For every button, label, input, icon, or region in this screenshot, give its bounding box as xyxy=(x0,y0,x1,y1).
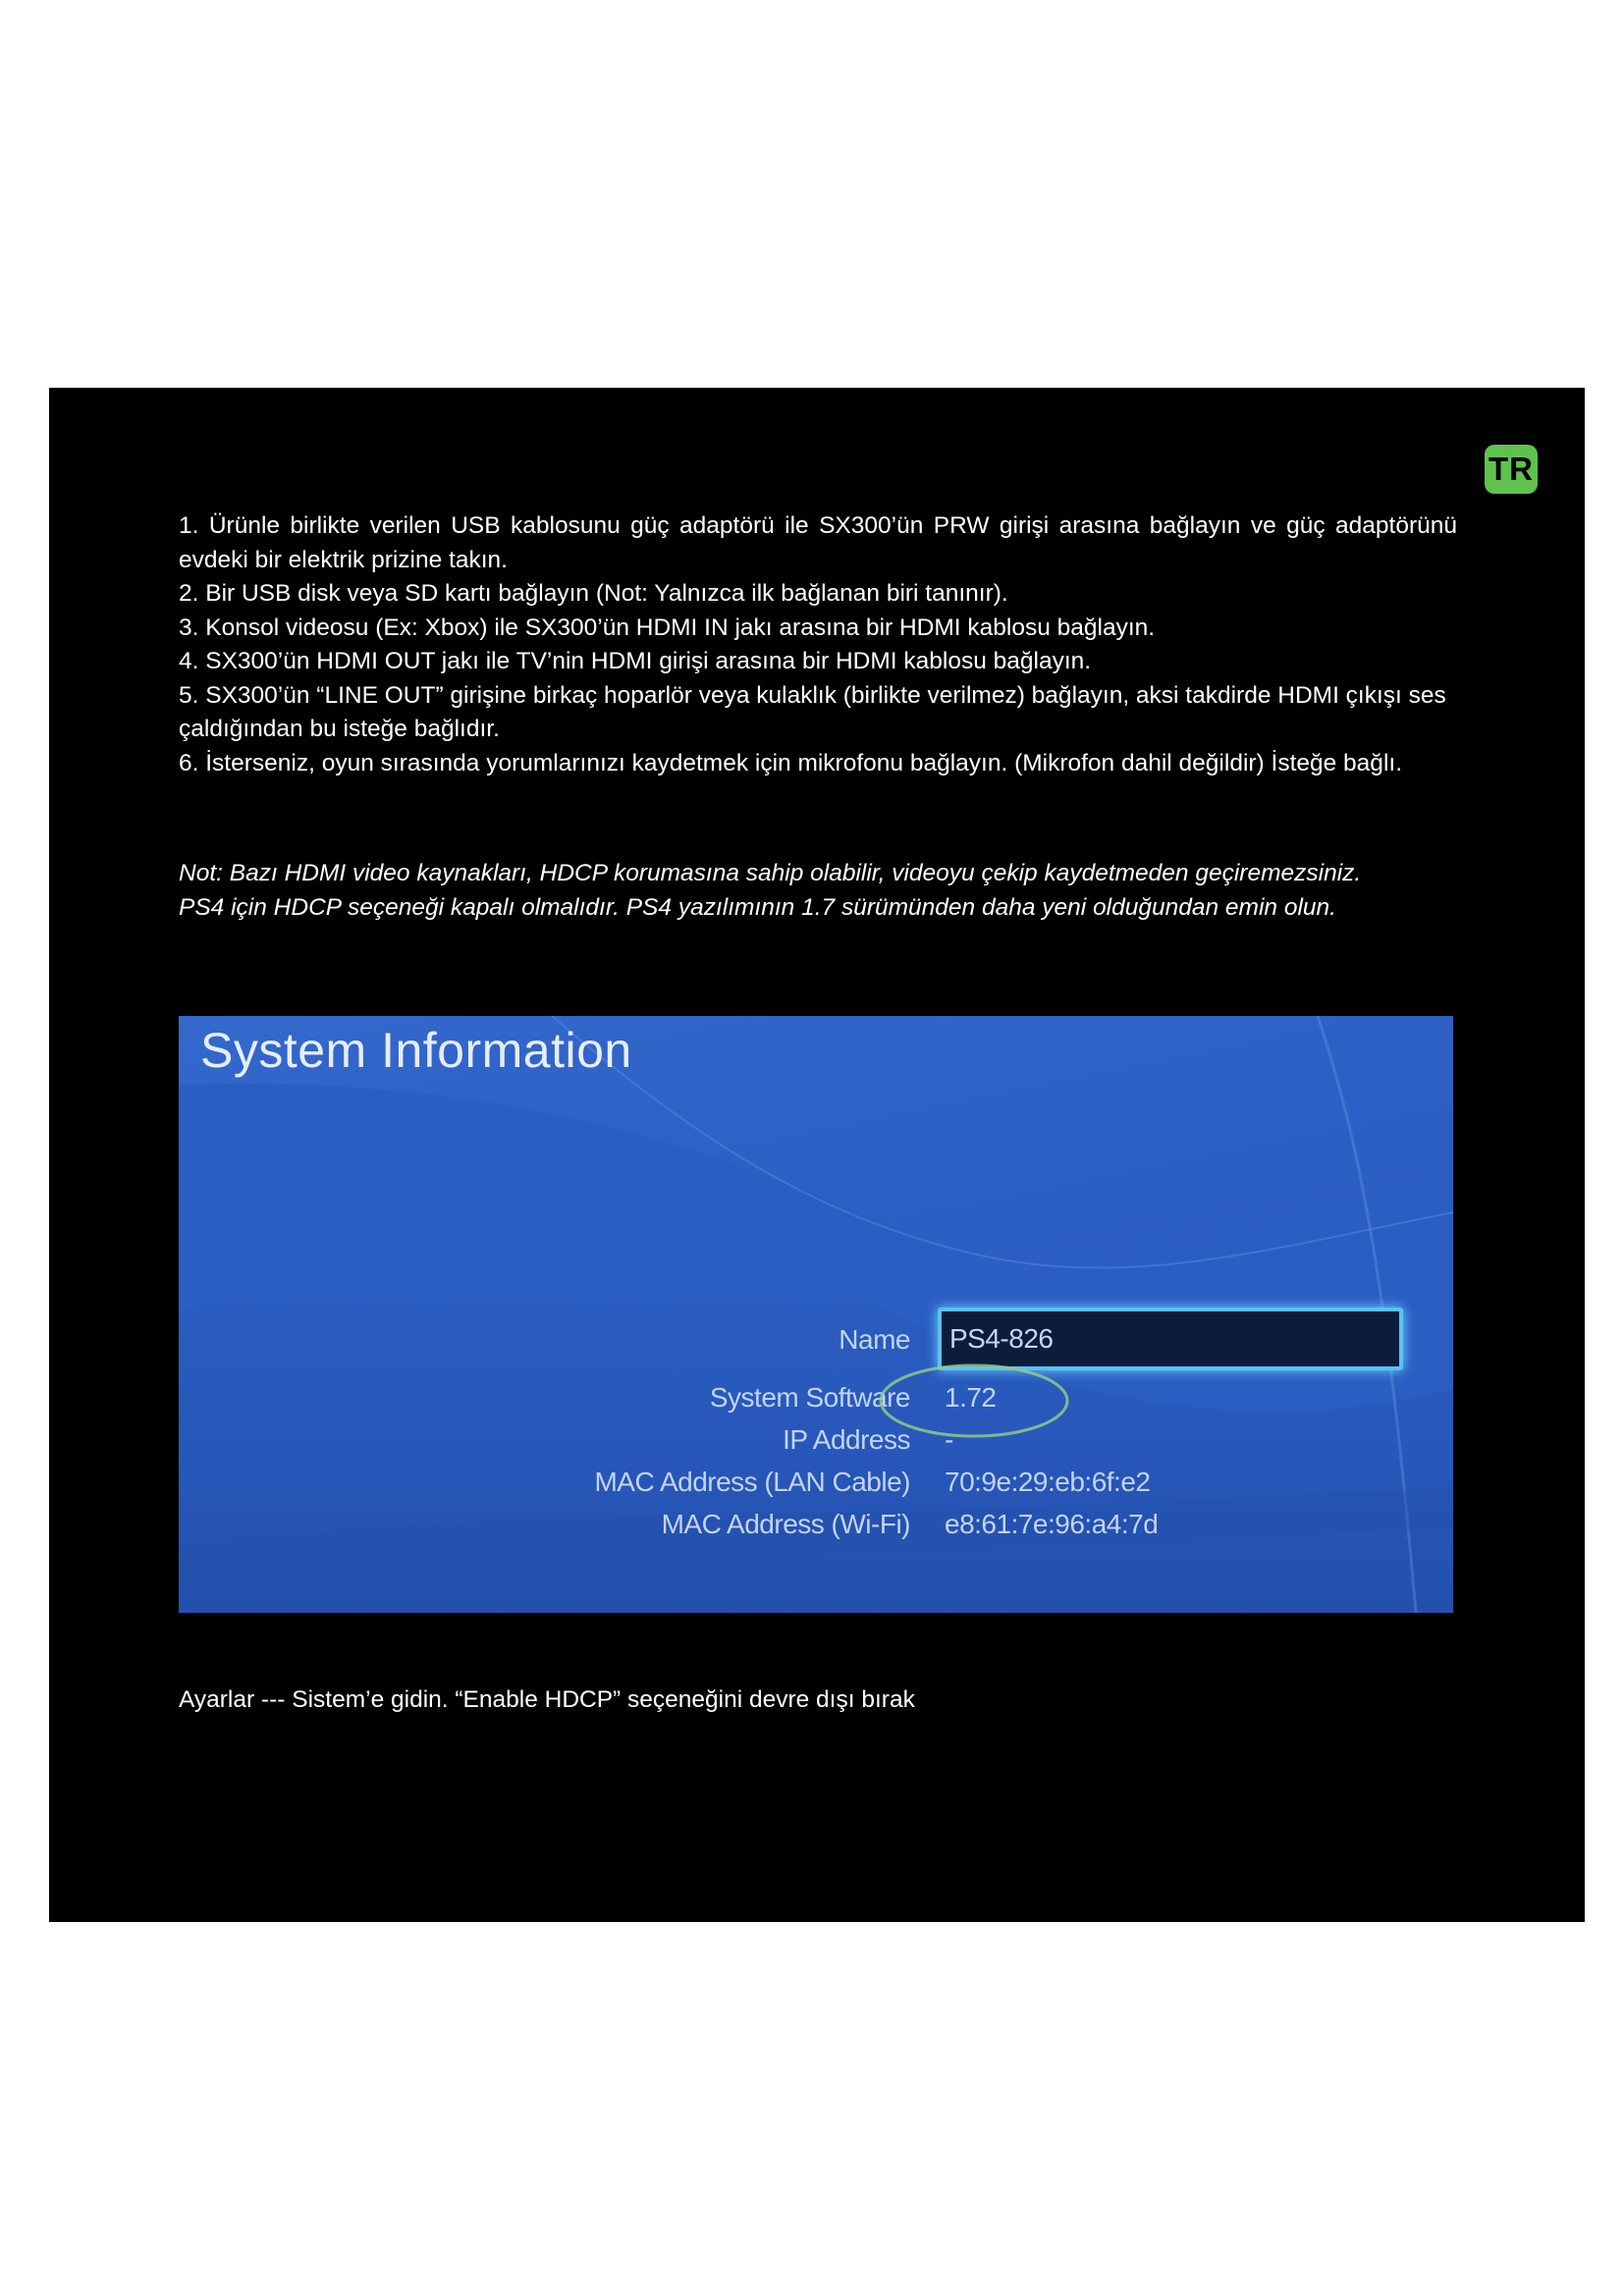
hdcp-instruction: Ayarlar --- Sistem’e gidin. “Enable HDCP” seçeneğini devre dışı bırak xyxy=(179,1686,915,1713)
system-software-label: System Software xyxy=(709,1382,910,1413)
hdcp-note xyxy=(179,857,1465,925)
language-badge: TR xyxy=(1485,445,1538,494)
step-3: 3. Konsol videosu (Ex: Xbox) ile SX300’ün HDMI IN jakı arasına bir HDMI kablosu bağlayın. xyxy=(179,614,1156,641)
black-content-panel xyxy=(49,388,1585,1922)
mac-wifi-label: MAC Address (Wi-Fi) xyxy=(661,1509,910,1539)
name-label: Name xyxy=(839,1324,910,1355)
step-1: 1. Ürünle birlikte verilen USB kablosunu güç adaptörü ile SX300’ün PRW girişi arasına bağlayın ve güç adaptörünü evdeki bir elektrik prizine takın. xyxy=(179,512,1457,573)
instruction-steps xyxy=(179,509,1457,780)
step-2: 2. Bir USB disk veya SD kartı bağlayın (Not: Yalnızca ilk bağlanan biri tanınır). xyxy=(179,580,1008,607)
note-line-2: PS4 için HDCP seçeneği kapalı olmalıdır. PS4 yazılımının 1.7 sürümünden daha yeni olduğundan emin olun. xyxy=(179,893,1336,921)
step-4: 4. SX300’ün HDMI OUT jakı ile TV’nin HDMI girişi arasına bir HDMI kablosu bağlayın. xyxy=(179,648,1092,674)
system-information-title: System Information xyxy=(200,1023,632,1078)
step-6: 6. İsterseniz, oyun sırasında yorumlarınızı kaydetmek için mikrofonu bağlayın. (Mikrofon dahil değildir) İsteğe bağlı. xyxy=(179,749,1402,776)
step-5: 5. SX300’ün “LINE OUT” girişine birkaç hoparlör veya kulaklık (birlikte verilmez) bağlayın, aksi takdirde HDMI çıkışı ses çaldığından bu isteğe bağlıdır. xyxy=(179,681,1446,742)
annotation-circle xyxy=(179,1016,1453,1613)
ip-address-label: IP Address xyxy=(783,1424,910,1455)
mac-lan-value: 70:9e:29:eb:6f:e2 xyxy=(945,1467,1151,1497)
note-line-1: Not: Bazı HDMI video kaynakları, HDCP korumasına sahip olabilir, videoyu çekip kaydetmeden geçiremezsiniz. xyxy=(179,860,1362,886)
name-field: PS4-826 xyxy=(938,1308,1403,1370)
mac-lan-label: MAC Address (LAN Cable) xyxy=(594,1467,910,1497)
system-software-value: 1.72 xyxy=(945,1382,997,1413)
system-information-screenshot xyxy=(179,1016,1453,1613)
ip-address-value: - xyxy=(945,1424,953,1455)
mac-wifi-value: e8:61:7e:96:a4:7d xyxy=(945,1509,1159,1539)
